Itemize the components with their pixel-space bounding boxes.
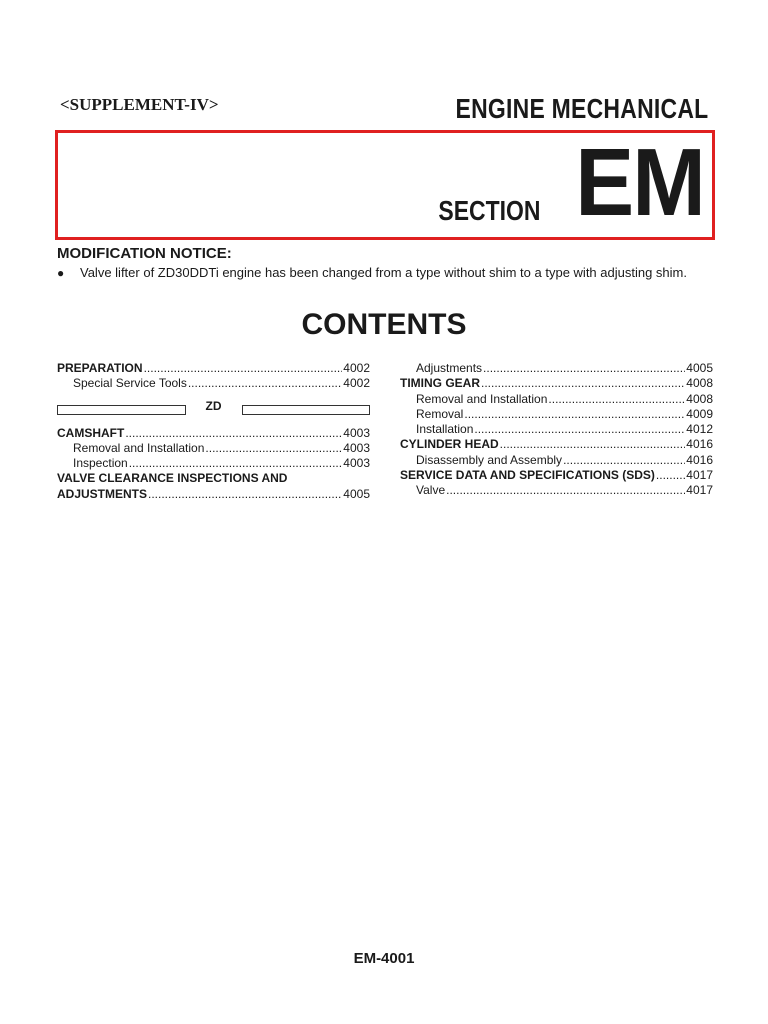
toc-entry[interactable] [400,468,713,483]
toc-entry[interactable] [57,426,370,441]
toc-entry-page: 4017 [686,483,713,498]
toc-entry-page: 4003 [343,440,370,455]
toc-entry[interactable] [57,441,370,456]
toc-entry-label: Removal [416,406,464,421]
toc-leader-dots [500,437,686,452]
toc-entry-label: Removal and Installation [416,391,548,406]
toc-entry-page: 4017 [686,468,713,483]
divider-label: ZD [205,399,222,414]
page-number: EM-4001 [353,950,415,967]
toc-entry-label: PREPARATION [57,361,143,375]
contents-title: CONTENTS [301,308,467,341]
toc-leader-dots [188,376,342,391]
toc-entry-page: 4002 [343,376,370,391]
modification-text: Valve lifter of ZD30DDTi engine has been changed from a type without shim to a type with adjusting shim. [80,265,687,280]
toc-entry-multiline[interactable] [57,471,370,502]
toc-left-column [57,361,370,502]
manual-title: ENGINE MECHANICAL [455,93,708,124]
toc-entry[interactable] [400,437,713,452]
toc-entry-page: 4003 [343,456,370,471]
divider-box-left [57,405,186,415]
toc-entry-label: Adjustments [416,361,483,375]
toc-entry-label: Disassembly and Assembly [416,452,563,467]
section-code: EM [575,129,704,236]
toc-entry-page: 4008 [686,376,713,391]
toc-entry-label: Removal and Installation [73,440,205,455]
toc-entry[interactable] [400,392,713,407]
divider-box-right [242,405,371,415]
toc-leader-dots [481,376,685,391]
toc-entry-label: Valve [416,483,446,498]
toc-leader-dots [144,361,343,376]
toc-entry[interactable] [400,407,713,422]
toc-leader-dots [548,392,685,407]
toc-entry-page: 4012 [686,422,713,437]
toc-right-column [400,361,713,499]
toc-entry-label: TIMING GEAR [400,376,480,391]
toc-leader-dots [656,468,685,483]
toc-entry-label: Inspection [73,456,128,471]
toc-entry[interactable] [400,361,713,376]
toc-entry-page: 4003 [343,425,370,440]
toc-entry[interactable] [57,361,370,376]
toc-entry-page: 4005 [686,361,713,375]
toc-entry[interactable] [57,376,370,391]
toc-entry[interactable] [400,376,713,391]
toc-entry-label: SERVICE DATA AND SPECIFICATIONS (SDS) [400,468,655,483]
section-box [55,130,715,240]
toc-entry-label: Installation [416,422,474,437]
toc-leader-dots [474,422,685,437]
engine-divider [57,399,370,418]
toc-entry-label: Special Service Tools [73,376,187,391]
toc-leader-dots [483,361,685,376]
modification-heading: MODIFICATION NOTICE: [57,245,232,262]
section-word: SECTION [437,195,540,226]
toc-leader-dots [125,426,342,441]
toc-entry-page: 4005 [343,486,370,501]
toc-leader-dots [148,487,342,502]
toc-leader-dots [464,407,685,422]
toc-entry[interactable] [400,483,713,498]
toc-entry-page: 4002 [343,361,370,375]
toc-leader-dots [129,456,343,471]
supplement-label: <SUPPLEMENT-IV> [60,95,219,114]
toc-entry-label-line1: VALVE CLEARANCE INSPECTIONS AND [57,471,288,486]
toc-entry-page: 4016 [686,452,713,467]
toc-entry-page: 4016 [686,437,713,452]
toc-entry[interactable] [400,453,713,468]
toc-entry-label-line2: ADJUSTMENTS [57,486,148,501]
toc-entry[interactable] [400,422,713,437]
toc-entry-page: 4008 [686,391,713,406]
toc-entry-page: 4009 [686,406,713,421]
modification-item [57,265,727,280]
toc-entry-label: CAMSHAFT [57,425,125,440]
toc-entry[interactable] [57,456,370,471]
toc-entry-label: CYLINDER HEAD [400,437,499,452]
bullet-icon: ● [57,266,65,280]
toc-leader-dots [563,453,685,468]
toc-leader-dots [446,483,685,498]
toc-leader-dots [205,441,342,456]
